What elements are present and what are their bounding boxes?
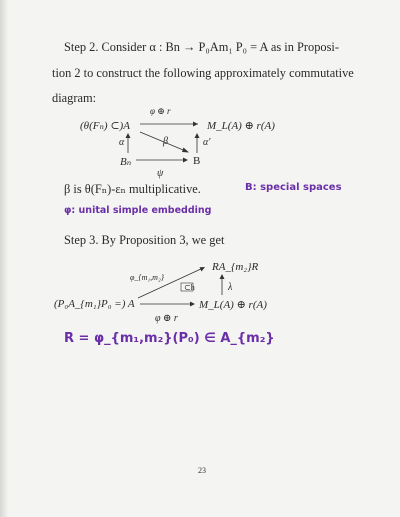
diagram1-right-label: α′ (203, 137, 211, 148)
diagram1-bottom-right: B (193, 155, 201, 167)
handwritten-phi-note: φ: unital simple embedding (64, 205, 212, 216)
step2-line2: tion 2 to construct the following approximately commutative (52, 66, 354, 80)
diagram2-upper-arrow-label: φ_{m₁,m₂} (130, 273, 164, 282)
page-number: 23 (198, 466, 206, 475)
diagram2-top-right: RA_{m₂}R (212, 261, 259, 273)
diagram1-bottom-left: Bₙ (120, 156, 132, 168)
handwritten-r-note: R = φ_{m₁,m₂}(P₀) ∈ A_{m₂} (64, 331, 275, 346)
diagram2-hook-label: ⊂h (184, 283, 195, 292)
diagram1-diag-label: β (163, 136, 168, 147)
step3-line: Step 3. By Proposition 3, we get (64, 233, 225, 247)
step2-line1-c: m₁ P₀ = A as in Proposi- (218, 40, 339, 54)
diagram1-left-label: α (119, 137, 125, 148)
handwritten-b-note: B: special spaces (245, 182, 342, 193)
step2-line1-a: Step 2. Consider α : B (64, 40, 174, 54)
step2-line3: diagram: (52, 91, 97, 105)
diagram2-lambda-label: λ (228, 282, 233, 293)
diagram2-bottom-arrow-label: φ ⊕ r (155, 313, 178, 324)
diagram2-bottom-right: M_L(A) ⊕ r(A) (199, 299, 267, 311)
diagram1-top-right: M_L(A) ⊕ r(A) (207, 120, 275, 132)
diagram2-bottom-left: (P₀A_{m₁}P₀ =) A (54, 298, 135, 310)
beta-multiplicative-line: β is θ(Fₙ)-εₙ multiplicative. (64, 182, 201, 196)
diagram1-top-arrow-label: φ ⊕ r (150, 106, 171, 116)
diagram1-bottom-arrow-label: ψ (157, 168, 164, 179)
step2-line1-b: n → P₀A (173, 40, 219, 54)
diagram1-top-left: (θ(Fₙ) ⊂)A (80, 120, 130, 132)
